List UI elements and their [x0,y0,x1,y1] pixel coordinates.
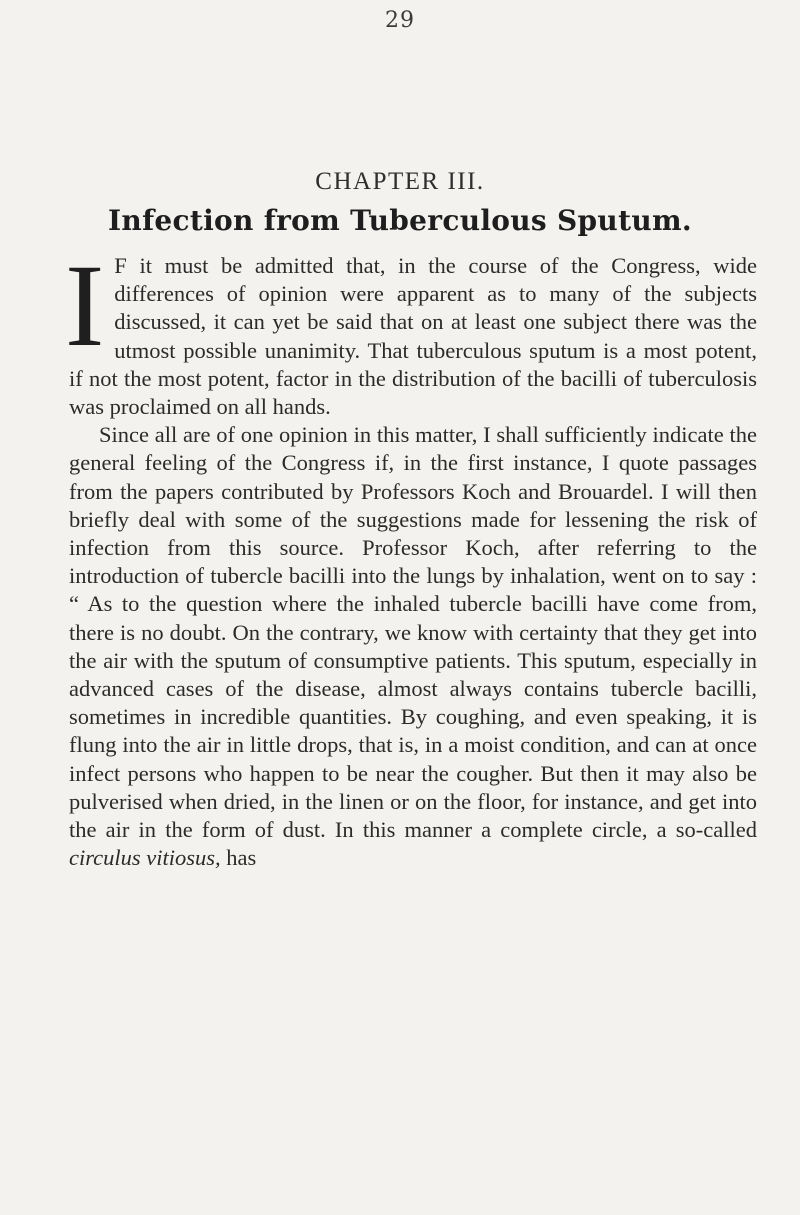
body-text [65,240,757,872]
paragraph-2 [69,421,757,872]
paragraph-2-text: Since all are of one opinion in this matter, I shall sufficiently indicate the general feeling of the Congress if, in the first instance, I quote passages from the papers contributed by Professors Koch and Brouardel. I will then briefly deal with some of the suggestions made for lessening the risk of infection from this source. Professor Koch, after referring to the introduction of tubercle bacilli into the lungs by inhalation, went on to say : “ As to the question where the inhaled tubercle bacilli have come from, there is no doubt. On the contrary, we know with certainty that they get into the air with the sputum of consumptive patients. This sputum, especially in advanced cases of the disease, almost always contains tubercle bacilli, sometimes in incredible quantities. By coughing, and even speaking, it is flung into the air in little drops, that is, in a moist condition, and can at once infect persons who happen to be near the cougher. But then it may also be pulverised when dried, in the linen or on the floor, for instance, and get into the air in the form of dust. In this manner a complete circle, a so-called [69,422,757,843]
paragraph-1 [65,240,757,421]
paragraph-1-text: F it must be admitted that, in the course of the Congress, wide differences of opinion were apparent as to many of the subjects discussed, it can yet be said that on at least one subject there was the utmost possible unanimity. That tuberculous sputum is a most potent, if not the most potent, factor in the distribution of the bacilli of tuberculosis was proclaimed on all hands. [69,253,757,420]
drop-cap: I [65,240,105,371]
chapter-heading: CHAPTER III. [315,168,485,195]
chapter-title: Infection from Tuberculous Sputum. [108,204,692,237]
page-number: 29 [385,8,415,33]
italic-latin-phrase: circulus vitiosus, [69,845,221,871]
paragraph-2-end: has [226,845,257,871]
